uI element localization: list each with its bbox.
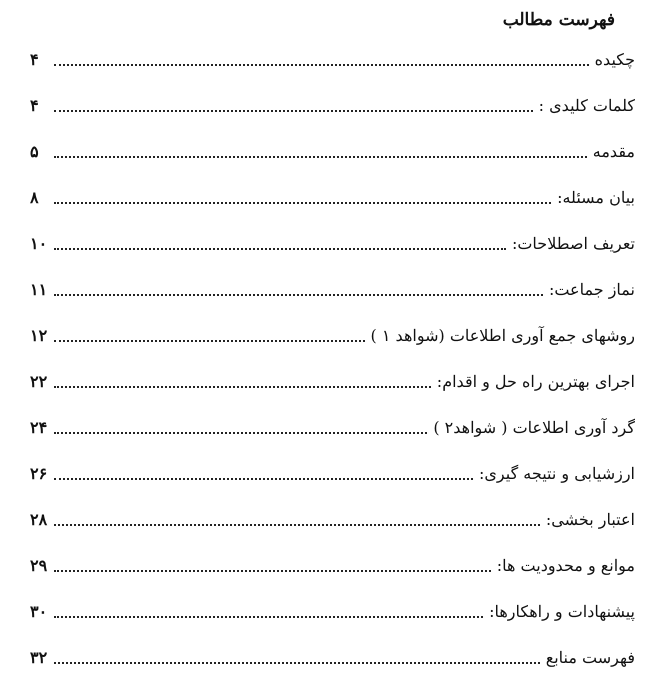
dot-leader bbox=[54, 463, 473, 480]
toc-entry[interactable] bbox=[30, 463, 635, 509]
toc-entry[interactable] bbox=[30, 233, 635, 279]
toc-title: فهرست مطالب bbox=[502, 10, 615, 30]
dot-leader bbox=[54, 647, 540, 664]
toc-entry-label: مقدمه bbox=[592, 142, 635, 161]
toc-page-number: ۲۹ bbox=[30, 556, 48, 575]
dot-leader bbox=[54, 233, 506, 250]
toc-entry[interactable] bbox=[30, 555, 635, 601]
toc-page-number: ۵ bbox=[30, 142, 39, 161]
toc-entry-label: اجرای بهترین راه حل و اقدام: bbox=[436, 372, 635, 391]
toc-page-number: ۸ bbox=[30, 188, 39, 207]
toc-entry-label: فهرست منابع bbox=[545, 648, 635, 667]
toc-entry[interactable] bbox=[30, 95, 635, 141]
toc-entry[interactable] bbox=[30, 417, 635, 463]
dot-leader bbox=[54, 141, 587, 158]
toc-entry[interactable] bbox=[30, 371, 635, 417]
toc-entry[interactable] bbox=[30, 49, 635, 95]
toc-page-number: ۴ bbox=[30, 96, 39, 115]
toc-page-number: ۳۰ bbox=[30, 602, 48, 621]
toc-page-number: ۱۱ bbox=[30, 280, 48, 299]
toc-entry-label: اعتبار بخشی: bbox=[545, 510, 635, 529]
dot-leader bbox=[54, 509, 540, 526]
toc-entry-label: کلمات کلیدی : bbox=[538, 96, 635, 115]
dot-leader bbox=[54, 555, 491, 572]
toc-entry[interactable] bbox=[30, 187, 635, 233]
dot-leader bbox=[54, 279, 543, 296]
dot-leader bbox=[54, 95, 533, 112]
toc-page-number: ۲۸ bbox=[30, 510, 48, 529]
toc-list bbox=[30, 49, 635, 693]
toc-entry-label: چکیده bbox=[594, 50, 635, 69]
toc-entry[interactable] bbox=[30, 601, 635, 647]
toc-entry-label: روشهای جمع آوری اطلاعات (شواهد ۱ ) bbox=[370, 326, 635, 345]
toc-entry-label: ارزشیابی و نتیجه گیری: bbox=[479, 464, 635, 483]
toc-page-number: ۴ bbox=[30, 50, 39, 69]
toc-page-number: ۳۲ bbox=[30, 648, 48, 667]
toc-entry-label: گرد آوری اطلاعات ( شواهد۲ ) bbox=[433, 418, 635, 437]
toc-entry-label: پیشنهادات و راهکارها: bbox=[489, 602, 635, 621]
dot-leader bbox=[54, 187, 551, 204]
toc-entry-label: تعریف اصطلاحات: bbox=[511, 234, 635, 253]
dot-leader bbox=[54, 417, 427, 434]
toc-page-number: ۱۲ bbox=[30, 326, 48, 345]
toc-entry[interactable] bbox=[30, 647, 635, 693]
dot-leader bbox=[54, 325, 365, 342]
toc-entry[interactable] bbox=[30, 325, 635, 371]
toc-page-number: ۲۶ bbox=[30, 464, 48, 483]
dot-leader bbox=[54, 601, 483, 618]
toc-entry-label: بیان مسئله: bbox=[557, 188, 635, 207]
toc-page-number: ۱۰ bbox=[30, 234, 48, 253]
toc-entry[interactable] bbox=[30, 279, 635, 325]
toc-entry-label: نماز جماعت: bbox=[548, 280, 635, 299]
dot-leader bbox=[54, 371, 431, 388]
toc-page-number: ۲۴ bbox=[30, 418, 48, 437]
toc-entry[interactable] bbox=[30, 141, 635, 187]
dot-leader bbox=[54, 49, 589, 66]
toc-page-number: ۲۲ bbox=[30, 372, 48, 391]
toc-entry-label: موانع و محدودیت ها: bbox=[496, 556, 635, 575]
toc-entry[interactable] bbox=[30, 509, 635, 555]
